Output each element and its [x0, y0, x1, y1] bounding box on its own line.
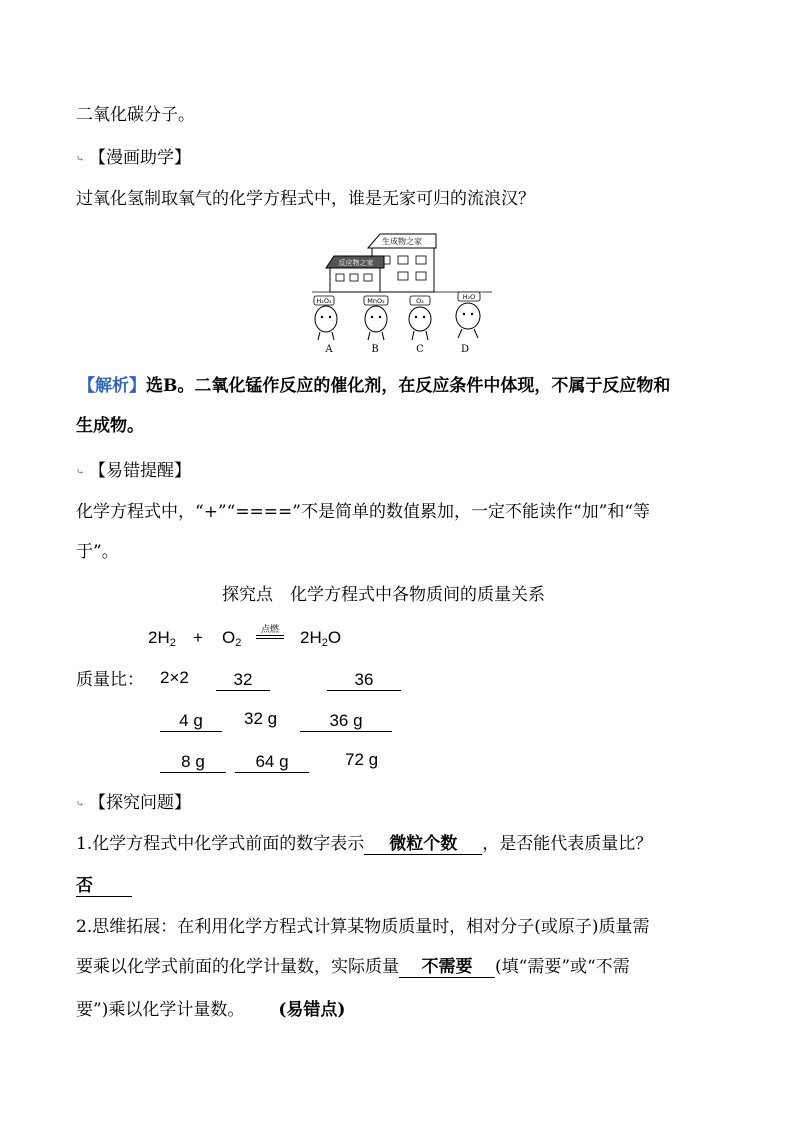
q1-second-answer: 否	[76, 876, 132, 897]
product-h2o: $2H_2O$	[300, 628, 342, 649]
row3-blank-2: 64 g	[235, 752, 309, 773]
label-a: A	[325, 344, 333, 355]
row3-blank-1: 8 g	[160, 752, 226, 773]
analysis-label: 【解析】	[78, 376, 146, 396]
label-c: C	[416, 344, 424, 355]
plus-sign: +	[193, 628, 203, 647]
question-2-line-2: 要乘以化学式前面的化学计量数，实际质量 不需要 (填“需要”或“不需	[76, 957, 630, 977]
character-c	[409, 296, 431, 340]
comic-illustration	[312, 230, 492, 355]
character-a	[314, 296, 337, 340]
label-d: D	[460, 344, 470, 355]
q1-answer-blank: 微粒个数	[364, 834, 482, 855]
comic-question: 过氧化氢制取氧气的化学方程式中，谁是无家可归的流浪汉？	[76, 189, 535, 209]
question-1: 1.化学方程式中化学式前面的数字表示 微粒个数 ，是否能代表质量比？	[76, 834, 653, 854]
section-comic-heading: ⤷ 【漫画助学】	[76, 146, 191, 172]
svg-text:MnO₂: MnO₂	[367, 297, 385, 305]
explore-title: 探究点 化学方程式中各物质间的质量关系	[222, 585, 545, 605]
section-error-heading: ⤷ 【易错提醒】	[76, 459, 191, 485]
q2-answer-blank: 不需要	[399, 957, 495, 978]
error-line-2: 于”。	[76, 542, 119, 562]
analysis-line-1: 【解析】选B。二氧化锰作反应的催化剂，在反应条件中体现，不属于反应物和	[78, 376, 671, 396]
reactant-o2: $O_2$	[222, 628, 242, 649]
analysis-line-2: 生成物。	[76, 416, 144, 436]
reaction-condition: 点燃	[260, 624, 279, 634]
product-house-sign: 生成物之家	[382, 237, 422, 246]
reactant-house-sign: 反应物之家	[338, 259, 374, 267]
row3-value-3: 72 g	[345, 750, 379, 769]
question-2-line-1: 2.思维拓展：在利用化学方程式计算某物质质量时，相对分子(或原子)质量需	[76, 917, 650, 937]
error-prone-tag: (易错点)	[278, 1000, 346, 1020]
question-1-answer	[76, 874, 132, 898]
section-marker-icon: ⤷	[76, 154, 85, 165]
reactant-house	[326, 256, 384, 292]
row1-value-1: 2×2	[160, 668, 189, 687]
row2-blank-1: 4 g	[160, 711, 222, 732]
character-b	[364, 296, 388, 340]
row1-blank-3: 36	[327, 670, 401, 691]
equals-line-bottom	[256, 638, 284, 639]
equals-line-top	[256, 635, 284, 636]
section-marker-icon: ⤷	[76, 467, 85, 478]
row1-blank-2: 32	[216, 670, 270, 691]
text-line: 二氧化碳分子。	[76, 105, 195, 125]
row2-value-2: 32 g	[244, 709, 278, 728]
character-d	[456, 292, 480, 338]
mass-ratio-label: 质量比：	[76, 670, 144, 690]
svg-text:H₂O₂: H₂O₂	[316, 297, 332, 305]
section-question-heading: ⤷ 【探究问题】	[76, 791, 191, 817]
section-marker-icon: ⤷	[76, 799, 85, 810]
svg-text:H₂O: H₂O	[462, 293, 476, 301]
svg-text:O₂: O₂	[416, 297, 424, 305]
question-2-line-3: 要”)乘以化学计量数。 (易错点)	[76, 1000, 346, 1020]
reactant-h2: $2H_2$	[148, 628, 176, 649]
label-b: B	[371, 344, 379, 355]
error-line-1: 化学方程式中，“+”“====”不是简单的数值累加，一定不能读作“加”和“等	[76, 502, 651, 522]
row2-blank-3: 36 g	[300, 711, 392, 732]
